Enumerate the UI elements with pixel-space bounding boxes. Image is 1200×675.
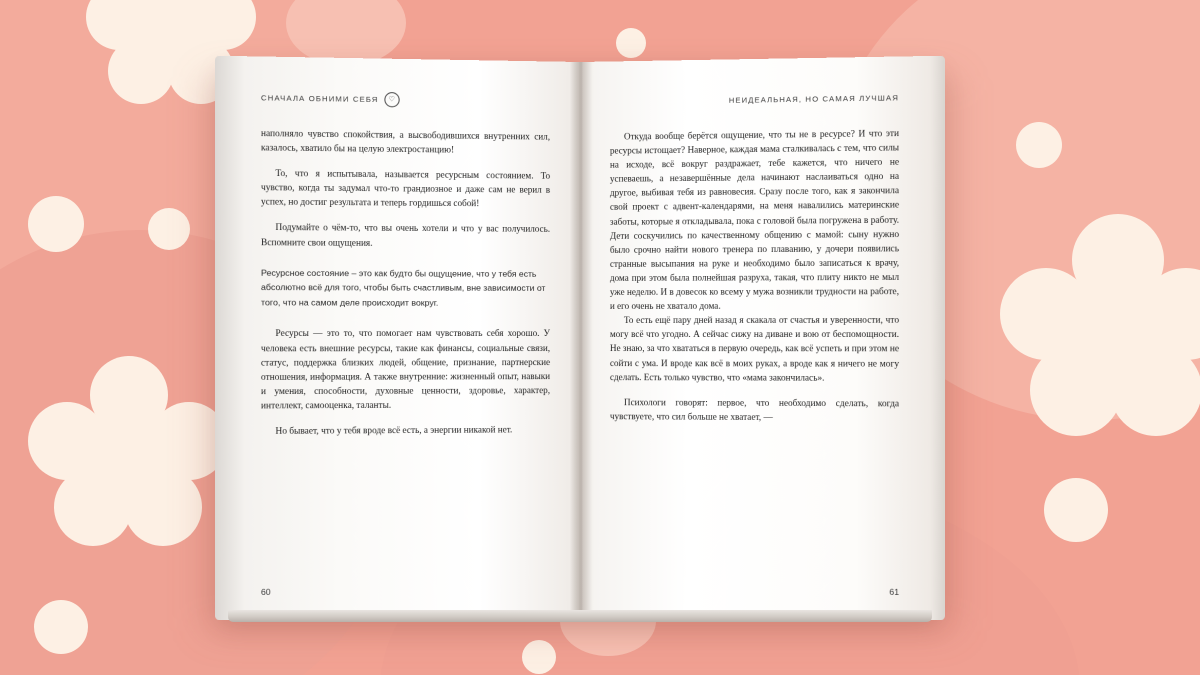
running-head-left <box>261 91 550 107</box>
paragraph: Но бывает, что у тебя вроде всё есть, а энергии никакой нет. <box>275 424 513 436</box>
right-page-body <box>610 126 899 425</box>
dot-decoration-4 <box>616 28 646 58</box>
paragraph: То есть ещё пару дней назад я скакала от счастья и уверенности, что могу всё что угодно. А сейчас сижу на диване и вою от беспомощности. Не знаю, за что хвататься в первую очередь, как всё успеть и при этом не сойти с ума. И вроде как всё в моих руках, а вроде как я ничего не могу сделать. Есть только чувство, что «мама закончилась». <box>609 314 900 383</box>
book-page-right <box>580 56 945 621</box>
dot-decoration-7 <box>522 640 556 674</box>
left-page-body <box>261 126 550 251</box>
dot-decoration-6 <box>1044 478 1108 542</box>
paragraph: То, что я испытывала, называется ресурсным состоянием. То чувство, когда ты задумал что-то грандиозное и даже сам не верил в успех, но достиг результата и теперь гордишься собой! <box>260 168 551 209</box>
heart-glyph: ♡ <box>388 95 397 103</box>
running-head-right <box>610 91 899 107</box>
running-head-left-text: СНАЧАЛА ОБНИМИ СЕБЯ <box>260 92 379 104</box>
dot-decoration-2 <box>148 208 190 250</box>
open-book <box>222 62 938 614</box>
dot-decoration-1 <box>28 196 84 252</box>
dot-decoration-5 <box>1016 122 1062 168</box>
page-number-left: 60 <box>260 586 271 598</box>
book-page-left <box>215 56 580 621</box>
paragraph: Подумайте о чём-то, что вы очень хотели и что у вас получилось. Вспомните свои ощущения. <box>260 222 551 248</box>
paragraph: Ресурсы — это то, что помогает нам чувствовать себя хорошо. У человека есть внешние ресурсы, такие как финансы, социальные связи, статус, поддержка близких людей, общение, признание, партнерские отношения, информация. А также внутренние: жизненный опыт, навыки и умения, способности, духовные ценности, здоровье, характер, интеллект, самооценка, таланты. <box>260 328 551 411</box>
heart-icon <box>385 92 400 107</box>
paragraph: Откуда вообще берётся ощущение, что ты не в ресурсе? И что эти ресурсы истощает? Наверное, каждая мама сталкивалась с тем, что силы на исходе, всё вокруг раздражает, тебе кажется, что ничего не успеваешь, а незавершённые дела начинают наслаиваться одно на другое, выбивая тебя из равновесия. Сразу после того, как я закончила свой проект с адвент-календарями, на меня навалились материнские заботы, которые я откладывала, пока с головой была погружена в работу. Дети соскучились по качественному общению с мамой: сыну нужно было срочно найти нового тренера по плаванию, у дочери появились странные высыпания на руке и необходимо было записаться к врачу, дома при этом была полнейшая разруха, такая, что плиту никто не мыл уже неделю. И в довесок ко всему у мужа возникли трудности на работе, и его очень не хватало дома. <box>609 127 900 312</box>
page-number-right: 61 <box>889 586 900 598</box>
paragraph: наполняло чувство спокойствия, а высвободившихся внутренних сил, казалось, хватило бы на целую электростанцию! <box>260 127 551 155</box>
paragraph: Психологи говорят: первое, что необходимо сделать, когда чувствуете, что сил больше не хватает, — <box>609 396 900 422</box>
left-page-body-continued <box>261 326 550 438</box>
dot-decoration-3 <box>34 600 88 654</box>
pull-quote: Ресурсное состояние – это как будто бы ощущение, что у тебя есть абсолютно всё для того, чтобы быть счастливым, вне зависимости от того, что на самом деле происходит вокруг. <box>260 267 546 308</box>
book-page-edge <box>228 610 932 622</box>
running-head-right-text: НЕИДЕАЛЬНАЯ, НО САМАЯ ЛУЧШАЯ <box>728 92 900 105</box>
